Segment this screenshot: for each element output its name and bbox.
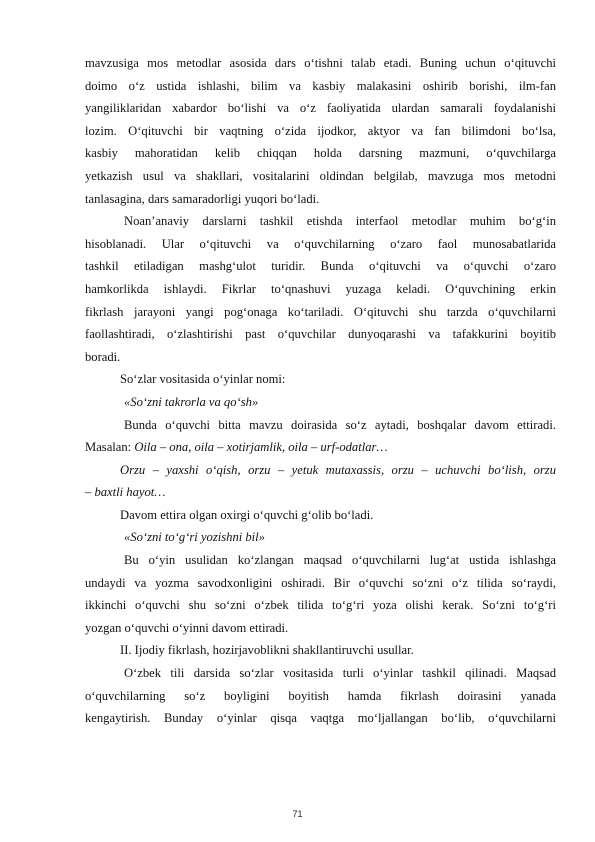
text-line: kasbiy mahoratidan kelib chiqqan holda darsning mazmuni, o‘quvchilarga xyxy=(85,146,556,161)
text-line: faollashtiradi, o‘zlashtirishi past o‘quvchilar dunyoqarashi va tafakkurini boyitib xyxy=(85,327,556,342)
text-line: doimo o‘z ustida ishlashi, bilim va kasbiy malakasini oshirib borishi, ilm-fan xyxy=(85,78,556,93)
text-line: So‘zlar vositasida o‘yinlar nomi: xyxy=(120,372,286,387)
document-page xyxy=(85,52,556,730)
text-line: o‘quvchilarning so‘z boyligini boyitish hamda fikrlash doirasini yanada xyxy=(85,688,556,703)
example-line: Orzu – yaxshi o‘qish, orzu – yetuk mutaxassis, orzu – uchuvchi bo‘lish, orzu xyxy=(120,462,556,477)
text-line: Bunda o‘quvchi bitta mavzu doirasida so‘z aytadi, boshqalar davom ettiradi. xyxy=(124,417,556,432)
text-line: hamkorlikda ishlaydi. Fikrlar to‘qnashuvi yuzaga keladi. O‘quvchining erkin xyxy=(85,281,556,296)
text-line: yetkazish usul va shakllari, vositalarini oldindan belgilab, mavzuga mos metodni xyxy=(85,168,556,183)
text-line: tanlasagina, dars samaradorligi yuqori bo‘ladi. xyxy=(85,191,320,206)
text-line: O‘zbek tili darsida so‘zlar vositasida turli o‘yinlar tashkil qilinadi. Maqsad xyxy=(124,666,556,681)
game-title: «So‘zni takrorla va qo‘sh» xyxy=(124,394,259,409)
text-line: Bu o‘yin usulidan ko‘zlangan maqsad o‘quvchilarni lug‘at ustida ishlashga xyxy=(124,553,556,568)
example-label: Masalan: xyxy=(85,440,132,455)
text-line: fikrlash jarayoni yangi pog‘onaga ko‘tariladi. O‘qituvchi shu tarzda o‘quvchilarni xyxy=(85,304,556,319)
section-heading: II. Ijodiy fikrlash, hozirjavoblikni shakllantiruvchi usullar. xyxy=(120,643,414,658)
example-text: Oila – ona, oila – xotirjamlik, oila – urf-odatlar… xyxy=(134,440,388,455)
text-line: ikkinchi o‘quvchi shu so‘zni o‘zbek tilida to‘g‘ri yoza olishi kerak. So‘zni to‘g‘ri xyxy=(85,598,556,613)
text-line: tashkil etiladigan mashg‘ulot turidir. Bunda o‘qituvchi va o‘quvchi o‘zaro xyxy=(85,259,556,274)
example-line: – baxtli hayot… xyxy=(85,485,166,500)
text-line: Noan’anaviy darslarni tashkil etishda interfaol metodlar muhim bo‘g‘in xyxy=(124,214,556,229)
example-line xyxy=(85,436,556,459)
text-line: yozgan o‘quvchi o‘yinni davom ettiradi. xyxy=(85,620,289,635)
text-line: yangiliklaridan xabardor bo‘lishi va o‘z faoliyatida ulardan samarali foydalanishi xyxy=(85,101,556,116)
text-line: undaydi va yozma savodxonligini oshiradi. Bir o‘quvchi so‘zni o‘z tilida so‘raydi, xyxy=(85,575,556,590)
text-line: hisoblanadi. Ular o‘qituvchi va o‘quvchilarning o‘zaro faol munosabatlarida xyxy=(85,236,556,251)
text-line: kengaytirish. Bunday o‘yinlar qisqa vaqtga mo‘ljallangan bo‘lib, o‘quvchilarni xyxy=(85,711,556,726)
text-line: Davom ettira olgan oxirgi o‘quvchi g‘olib bo‘ladi. xyxy=(120,507,374,522)
text-line: lozim. O‘qituvchi bir vaqtning o‘zida ijodkor, aktyor va fan bilimdoni bo‘lsa, xyxy=(85,123,556,138)
text-line: boradi. xyxy=(85,349,121,364)
game-title: «So‘zni to‘g‘ri yozishni bil» xyxy=(124,530,265,545)
text-line: mavzusiga mos metodlar asosida dars o‘tishni talab etadi. Buning uchun o‘qituvchi xyxy=(85,56,556,70)
page-number: 71 xyxy=(292,809,303,819)
